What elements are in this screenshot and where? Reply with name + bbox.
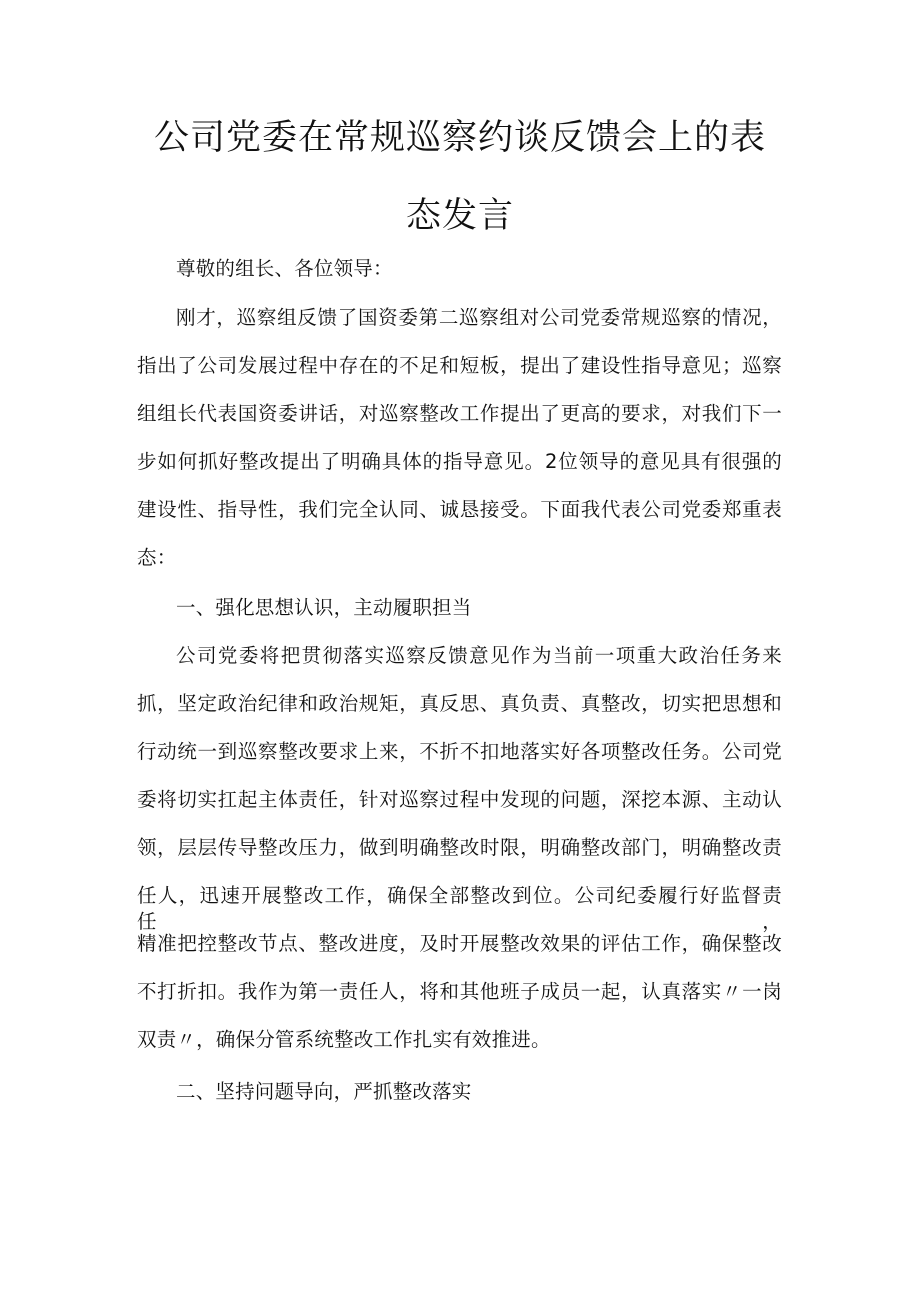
section-heading-2: 二、坚持问题导向，严抓整改落实 bbox=[176, 1080, 472, 1103]
paragraph-1-line: 刚才，巡察组反馈了国资委第二巡察组对公司党委常规巡察的情况， bbox=[176, 306, 782, 329]
paragraph-2-line: 抓，坚定政治纪律和政治规矩，真反思、真负责、真整改，切实把思想和 bbox=[137, 692, 782, 715]
salutation: 尊敬的组长、各位领导： bbox=[176, 257, 393, 280]
document-title-line-2: 态发言 bbox=[405, 196, 514, 236]
document-title-line-1: 公司党委在常规巡察约谈反馈会上的表 bbox=[153, 118, 766, 158]
paragraph-2-line: 行动统一到巡察整改要求上来，不折不扣地落实好各项整改任务。公司党 bbox=[137, 740, 782, 763]
paragraph-2-line: 委将切实扛起主体责任，针对巡察过程中发现的问题，深挖本源、主动认 bbox=[137, 788, 782, 811]
paragraph-1-line: 指出了公司发展过程中存在的不足和短板，提出了建设性指导意见；巡察 bbox=[137, 354, 782, 377]
paragraph-1-line: 组组长代表国资委讲话，对巡察整改工作提出了更高的要求，对我们下一 bbox=[137, 402, 782, 425]
section-heading-1: 一、强化思想认识，主动履职担当 bbox=[176, 596, 472, 619]
paragraph-2-line: 任人，迅速开展整改工作，确保全部整改到位。公司纪委履行好监督责任， bbox=[137, 884, 782, 933]
paragraph-2-line: 公司党委将把贯彻落实巡察反馈意见作为当前一项重大政治任务来 bbox=[176, 644, 782, 667]
paragraph-2-line: 不打折扣。我作为第一责任人，将和其他班子成员一起，认真落实〃一岗 bbox=[137, 980, 782, 1003]
paragraph-1-line: 态： bbox=[137, 546, 177, 569]
paragraph-2-line: 精准把控整改节点、整改进度，及时开展整改效果的评估工作，确保整改 bbox=[137, 932, 782, 955]
paragraph-1-line: 步如何抓好整改提出了明确具体的指导意见。2位领导的意见具有很强的 bbox=[137, 450, 782, 473]
paragraph-1-line: 建设性、指导性，我们完全认同、诚恳接受。下面我代表公司党委郑重表 bbox=[137, 498, 782, 521]
paragraph-2-line: 双责〃，确保分管系统整改工作扎实有效推进。 bbox=[137, 1028, 551, 1051]
paragraph-2-line: 领，层层传导整改压力，做到明确整改时限，明确整改部门，明确整改责 bbox=[137, 836, 782, 859]
